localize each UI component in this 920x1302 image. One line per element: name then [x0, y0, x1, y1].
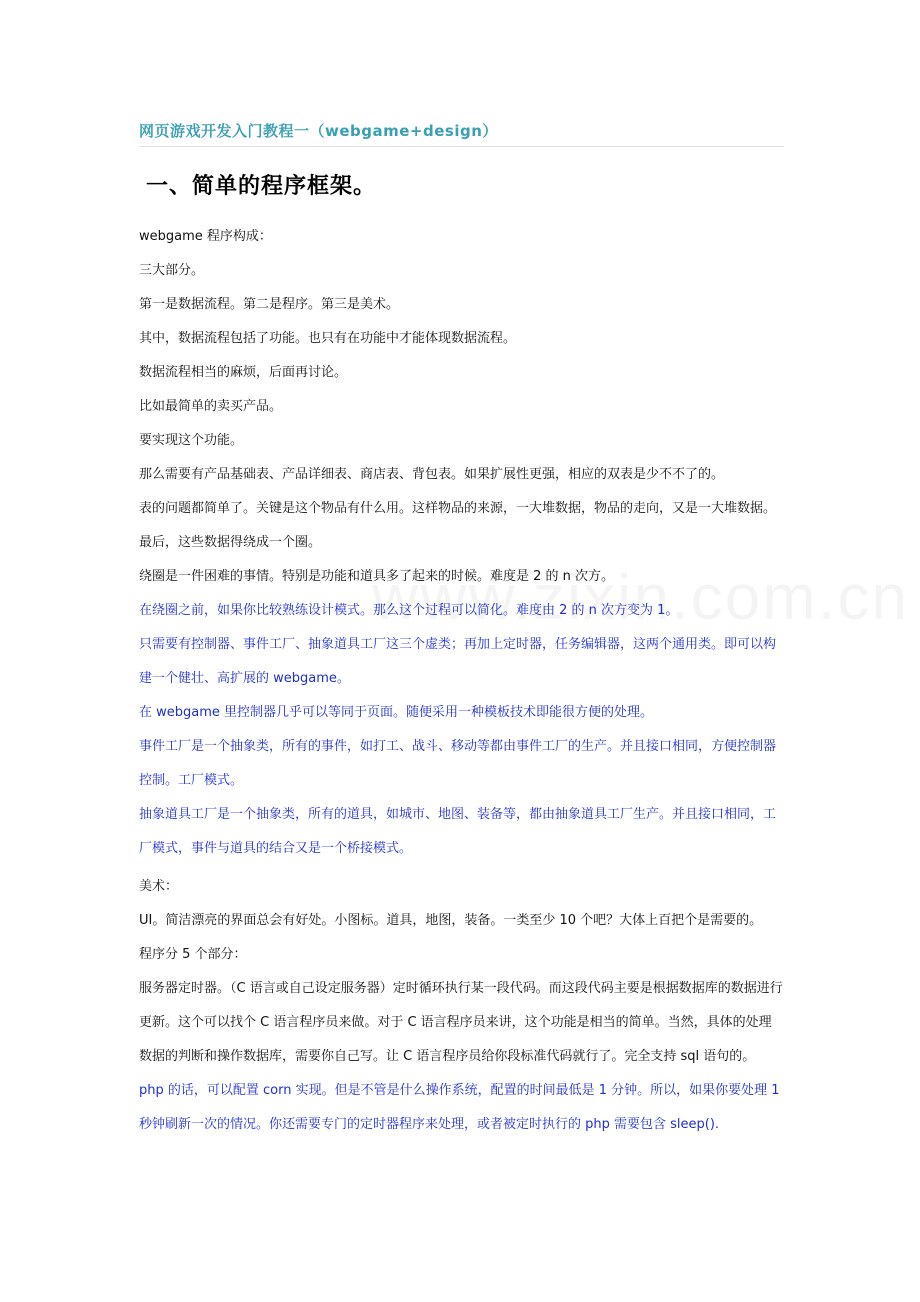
document-page: [139, 120, 784, 1142]
document-title: 网页游戏开发入门教程一（webgame+design）: [139, 120, 784, 147]
paragraph: 事件工厂是一个抽象类，所有的事件，如打工、战斗、移动等都由事件工厂的生产。并且接口相同，方便控制器控制。工厂模式。: [139, 739, 777, 788]
paragraph: 三大部分。: [139, 263, 205, 278]
paragraph: 只需要有控制器、事件工厂、抽象道具工厂这三个虚类；再加上定时器，任务编辑器，这两个通用类。即可以构建一个健壮、高扩展的 webgame。: [139, 637, 777, 686]
document-body: [139, 220, 784, 1142]
section-heading: 一、简单的程序框架。: [146, 174, 377, 199]
paragraph: 抽象道具工厂是一个抽象类，所有的道具，如城市、地图、装备等，都由抽象道具工厂生产。并且接口相同，工厂模式，事件与道具的结合又是一个桥接模式。: [139, 807, 777, 856]
paragraph: 绕圈是一件困难的事情。特别是功能和道具多了起来的时候。难度是 2 的 n 次方。: [139, 569, 615, 584]
paragraph: 表的问题都简单了。关键是这个物品有什么用。这样物品的来源，一大堆数据，物品的走向，又是一大堆数据。: [139, 501, 777, 516]
paragraph: 服务器定时器。（C 语言或自己设定服务器）定时循环执行某一段代码。而这段代码主要是根据数据库的数据进行更新。这个可以找个 C 语言程序员来做。对于 C 语言程序员来讲，这个功能是相当的简单。当然，具体的处理数据的判断和操作数据库，需要你自己写。让 C 语言程序员给你段标准代码就行了。完全支持 sql 语句的。: [139, 981, 783, 1064]
paragraph: 那么需要有产品基础表、产品详细表、商店表、背包表。如果扩展性更强，相应的双表是少不不了的。: [139, 467, 725, 482]
paragraph: 数据流程相当的麻烦，后面再讨论。: [139, 365, 348, 380]
paragraph: 其中，数据流程包括了功能。也只有在功能中才能体现数据流程。: [139, 331, 517, 346]
paragraph: 在绕圈之前，如果你比较熟练设计模式。那么这个过程可以简化。难度由 2 的 n 次方变为 1。: [139, 603, 679, 618]
paragraph: 第一是数据流程。第二是程序。第三是美术。: [139, 297, 400, 312]
paragraph: 在 webgame 里控制器几乎可以等同于页面。随便采用一种模板技术即能很方便的处理。: [139, 705, 654, 720]
paragraph: 程序分 5 个部分：: [139, 947, 247, 962]
paragraph: 美术：: [139, 879, 179, 894]
paragraph: 要实现这个功能。: [139, 433, 244, 448]
paragraph: 比如最简单的卖买产品。: [139, 399, 283, 414]
paragraph: 最后，这些数据得绕成一个圈。: [139, 535, 322, 550]
paragraph: php 的话，可以配置 corn 实现。但是不管是什么操作系统，配置的时间最低是 1 分钟。所以，如果你要处理 1 秒钟刷新一次的情况。你还需要专门的定时器程序来处理，或者被定时执行的 php 需要包含 sleep().: [139, 1083, 780, 1132]
paragraph: webgame 程序构成：: [139, 229, 272, 244]
paragraph: UI。简洁漂亮的界面总会有好处。小图标。道具，地图，装备。一类至少 10 个吧？大体上百把个是需要的。: [139, 913, 763, 928]
